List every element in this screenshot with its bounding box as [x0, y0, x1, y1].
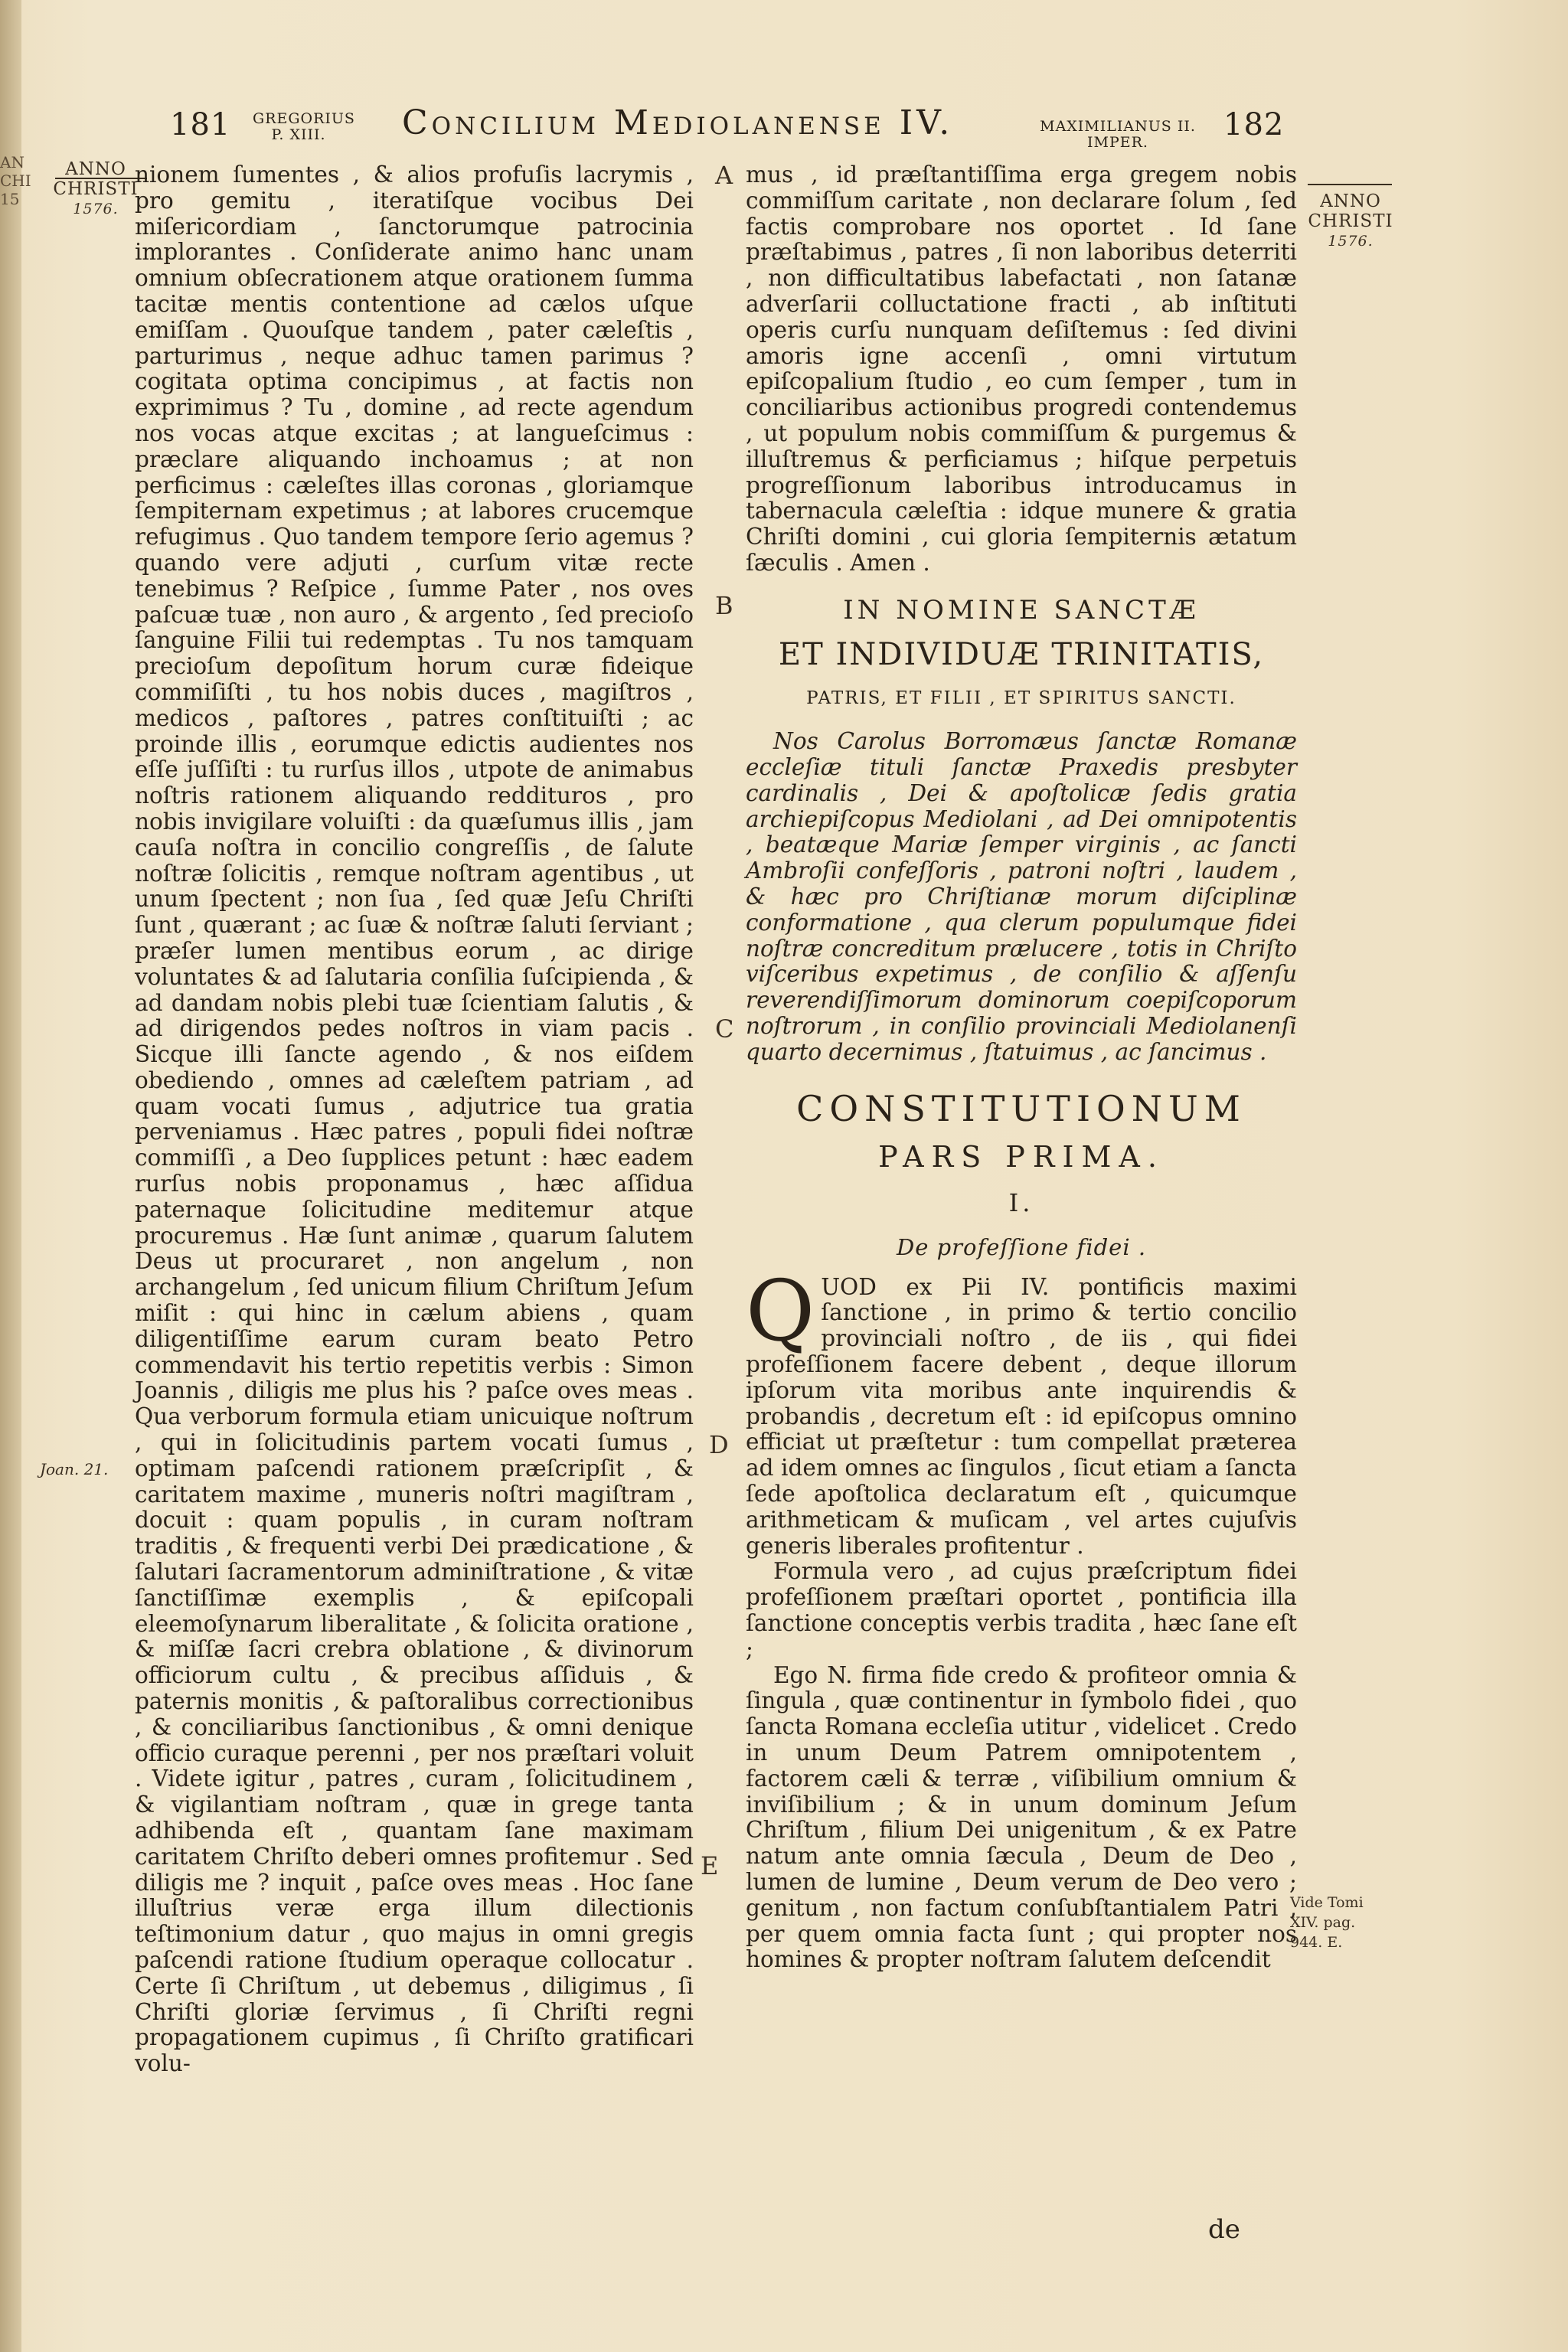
left-running-head: GREGORIUS P. XIII.	[253, 110, 355, 143]
prev-page-stub: AN CHI 15	[0, 153, 31, 208]
section-letter-e: E	[701, 1851, 719, 1880]
marginal-ref-vide: Vide Tomi XIV. pag. 944. E.	[1290, 1894, 1364, 1951]
heading-trinitatis: ET INDIVIDUÆ TRINITATIS,	[778, 636, 1265, 672]
section-letter-a: A	[715, 161, 733, 190]
left-page-number: 181	[170, 107, 231, 142]
right-text-column	[746, 162, 1297, 1973]
chapter-para-1: Q UOD ex Pii IV. pontificis maximi ſanctione , in primo & tertio concilio provinciali noſtro , de iis , qui fidei profeſſionem facere debent , deque illorum ipſorum vita moribus ante inquirendis & probandis , decretum eſt : id epiſcopus omnino efficiat ut præſtetur : tum compellat præterea ad idem omnes ac ſingulos , ſicut etiam a ſancta ſede apoſtolica declaratum eſt , quicumque arithmeticam & muſicam , vel artes cujuſvis generis liberales profitentur .	[746, 1261, 1297, 1559]
left-body-text: nionem ſumentes , & alios profuſis lacrymis , pro gemitu , iteratiſque vocibus Dei miſericordiam , ſanctorumque patrocinia implorantes . Conſiderate animo hanc unam omnium obſecrationem atque orationem ſumma tacitæ mentis contentione ad cælos uſque emiſſam . Quouſque tandem , pater cæleſtis , parturimus , neque adhuc tamen parimus ? cogitata optima concipimus , at factis non exprimimus ? Tu , domine , ad recte agendum nos vocas atque excitas ; at langueſcimus : præclare aliquando inchoamus ; at non perficimus : cæleſtes illas coronas , gloriamque ſempiternam expetimus ; at labores crucemque refugimus . Quo tandem tempore ſerio agemus ? quando vere adjuti , curſum vitæ recte tenebimus ? Reſpice , ſumme Pater , nos oves paſcuæ tuæ , non auro , & argento , ſed precioſo ſanguine Filii tui redemptas . Tu nos tamquam precioſum depoſitum horum curæ fideique commiſiſti , tu hos nobis duces , magiſtros , medicos , paſtores , patres conſtituiſti ; ac proinde illis , eorumque edictis audientes nos eſſe juſſiſti : tu rurſus illos , utpote de animabus noſtris rationem aliquando reddituros , pro nobis invigilare voluiſti : da quæſumus illis , jam cauſa noſtra in concilio congreſſis , de ſalute noſtræ ſolicitis , remque noſtram agentibus , ut unum ſpectent ; non ſua , ſed quæ Jeſu Chriſti ſunt , quærant ; ac ſuæ & noſtræ ſaluti ſerviant ; præſer lumen mentibus eorum , ac dirige voluntates & ad ſalutaria conſilia ſuſcipienda , & ad dandam nobis plebi tuæ ſcientiam ſalutis , & ad dirigendos pedes noſtros in viam pacis . Sicque illi ſancte agendo , & nos eiſdem obediendo , omnes ad cæleſtem patriam , ad quam vocati ſumus , adjutrice tua gratia perveniamus . Hæc patres , populi fidei noſtræ commiſſi , a Deo ſupplices petunt : hæc eadem rurſus nobis proponamus , hæc aſſidua paternaque ſolicitudine meditemur atque procuremus . Hæ ſunt animæ , quarum ſalutem Deus ut procuraret , non angelum , non archangelum , ſed unicum filium Chriſtum Jeſum miſit : qui hinc in cælum abiens , quam diligentiſſime earum curam beato Petro commendavit his tertio repetitis verbis : Simon Joannis , diligis me plus his ? paſce oves meas . Qua verborum formula etiam unicuique noſtrum , qui in ſolicitudinis partem vocati ſumus , optimam paſcendi rationem præſcripſit , & caritatem maxime , muneris noſtri magiſtram , docuit : quam populis , in curam noſtram traditis , & frequenti verbi Dei prædicatione , & ſalutari ſacramentorum adminiſtratione , & vitæ ſanctiſſimæ exemplis , & epiſcopali eleemoſynarum liberalitate , & ſolicita oratione , & miſſæ ſacri crebra oblatione , & divinorum officiorum cultu , & precibus aſſiduis , & paternis monitis , & paſtoralibus correctionibus , & conciliaribus ſanctionibus , & omni denique officio curaque perenni , per nos præſtari voluit . Videte igitur , patres , curam , ſolicitudinem , & vigilantiam noſtram , quæ in grege tanta adhibenda eſt , quantam ſane maximam caritatem Chriſto deberi omnes profitemur . Sed diligis me ? inquit , paſce oves meas . Hoc ſane illuſtrius veræ erga illum dilectionis teſtimonium datur , quo majus in omni gregis paſcendi ratione ſtudium operaque collocatur . Certe ſi Chriſtum , ut debemus , diligimus , ſi Chriſti gloriæ ſervimus , ſi Chriſti regni propagationem cupimus , ſi Chriſto gratificari volu-	[135, 162, 694, 2077]
page-title: Concilium Mediolanense IV.	[402, 103, 954, 142]
drop-cap: Q	[746, 1261, 815, 1360]
chapter-number: I.	[1008, 1188, 1034, 1218]
chapter-para-2: Formula vero , ad cujus præſcriptum fidei profeſſionem præſtari oportet , pontificia illa ſanctione conceptis verbis tradita , hæc ſane eſt ;	[746, 1558, 1297, 1662]
right-page-number: 182	[1223, 107, 1285, 142]
decree-text: Nos Carolus Borromæus ſanctæ Romanæ eccleſiæ tituli ſanctæ Praxedis presbyter cardinalis , Dei & apoſtolicæ ſedis gratia archiepiſcopus Mediolani , ad Dei omnipotentis , beatæque Mariæ ſemper virginis , ac ſancti Ambroſii confeſſoris , patroni noſtri , laudem , & hæc pro Chriſtianæ morum diſciplinæ conformatione , qua clerum populumque fidei noſtræ concreditum prælucere , totis in Chriſto viſceribus expetimus , de conſilio & aſſenſu reverendiſſimorum dominorum coepiſcoporum noſtrorum , in conſilio provinciali Mediolanenſi quarto decernimus , ſtatuimus , ac ſancimus .	[746, 728, 1297, 1065]
marginal-ref-joan: Joan. 21.	[40, 1460, 109, 1478]
heading-patris: PATRIS, ET FILII , ET SPIRITUS SANCTI.	[806, 688, 1236, 709]
catchword: de	[1208, 2214, 1240, 2245]
anno-rule-right	[1308, 184, 1392, 185]
anno-right: ANNO CHRISTI 1576.	[1308, 191, 1393, 250]
section-letter-c: C	[715, 1014, 734, 1044]
right-intro-text: mus , id præſtantiſſima erga gregem nobis commiſſum caritate , non declarare ſolum , ſed factis comprobare nos oportet . Id ſane præſtabimus , patres , ſi non laboribus deterriti , non difficultatibus labefactati , non ſatanæ adverſarii colluctatione fracti , ab inſtituti operis curſu nunquam deſiſtemus : ſed divini amoris igne accenſi , omni virtutum epiſcopalium ſtudio , eo cum ſemper , tum in conciliaribus actionibus progredi contendemus , ut populum nobis commiſſum & purgemus & illuſtremus & perficiamus ; hiſque perpetuis progreſſionum laboribus introducamus in tabernacula cæleſtia : idque munere & gratia Chriſti domini , cui gloria ſempiternis ætatum ſæculis . Amen .	[746, 162, 1297, 576]
constitutionum-title: CONSTITUTIONUM	[796, 1087, 1246, 1129]
chapter-title: De profeſſione fidei .	[896, 1233, 1147, 1260]
right-running-head: MAXIMILIANUS II. IMPER.	[1040, 118, 1196, 151]
anno-left: ANNO CHRISTI 1576.	[53, 159, 139, 217]
page-spine	[0, 0, 31, 2352]
section-letter-d: D	[709, 1430, 729, 1459]
heading-in-nomine: IN NOMINE SANCTÆ	[843, 594, 1200, 626]
pars-prima-title: PARS PRIMA.	[878, 1140, 1165, 1174]
chapter-para-3: Ego N. firma fide credo & profiteor omnia & ſingula , quæ continentur in ſymbolo fidei , quo ſancta Romana eccleſia utitur , videlicet . Credo in unum Deum Patrem omnipotentem , factorem cæli & terræ , viſibilium omnium & inviſibilium ; & in unum dominum Jeſum Chriſtum , filium Dei unigenitum , & ex Patre natum ante omnia ſæcula , Deum de Deo , lumen de lumine , Deum verum de Deo vero ; genitum , non factum conſubſtantialem Patri , per quem omnia facta ſunt ; qui propter nos homines & propter noſtram ſalutem deſcendit	[746, 1661, 1297, 1973]
section-letter-b: B	[715, 591, 733, 620]
left-text-column	[135, 162, 694, 2077]
